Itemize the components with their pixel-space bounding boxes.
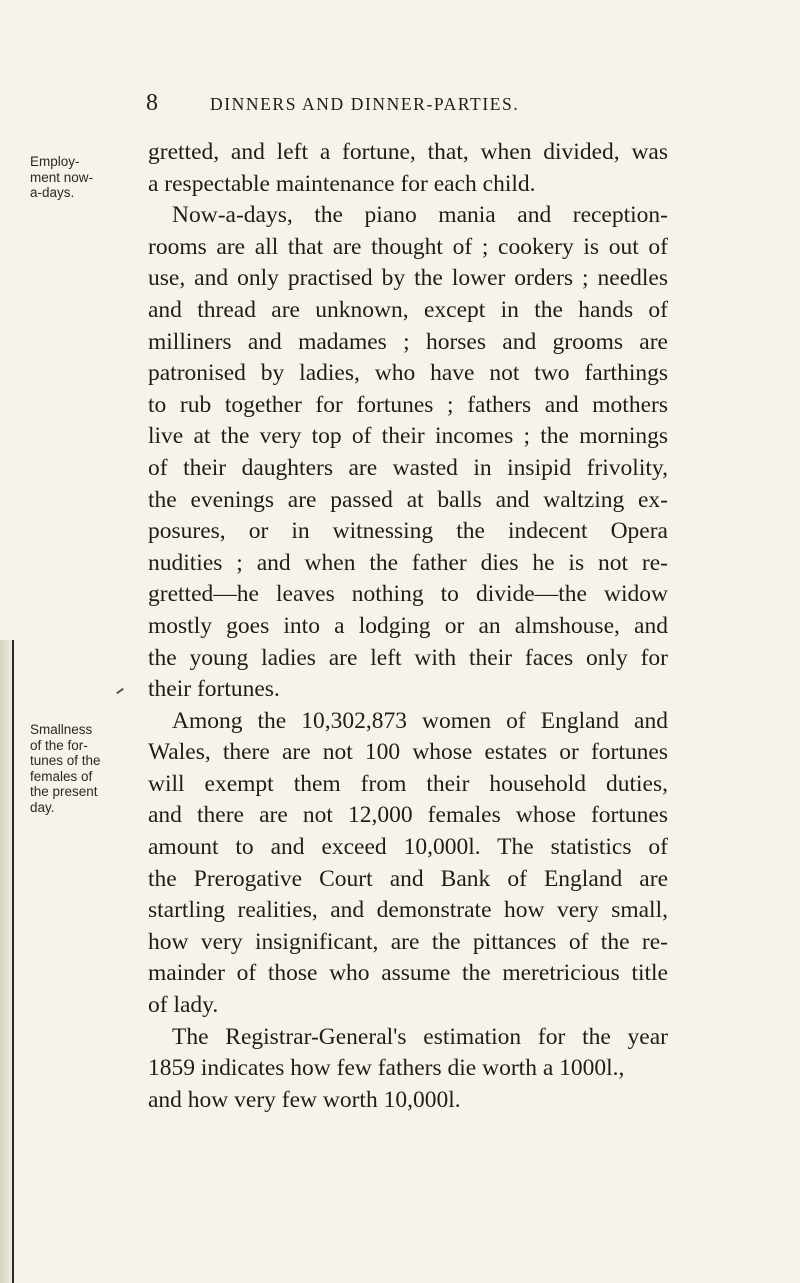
text-line: and thread are unknown, except in the hands of [148, 296, 668, 323]
text-line: gretted, and left a fortune, that, when divided, was [148, 139, 668, 165]
text-line: gretted—he leaves nothing to divide—the widow [148, 581, 668, 608]
page-number: 8 [146, 90, 158, 116]
sidenote-line: day. [30, 799, 55, 815]
sidenote-employment [30, 154, 93, 201]
text-line: 1859 indicates how few fathers die worth a 1000l., [148, 1055, 625, 1082]
text-line: Among the 10,302,873 women of England and [172, 707, 668, 734]
sidenote-line: a-days. [30, 185, 75, 200]
text-line: use, and only practised by the lower orders ; needles [148, 265, 668, 292]
text-line: milliners and madames ; horses and grooms are [148, 328, 668, 355]
pencil-mark [116, 688, 124, 694]
text-line: of lady. [148, 992, 219, 1019]
sidenote-line: ment now- [30, 169, 94, 185]
text-line: The Registrar-General's estimation for the year [172, 1023, 668, 1050]
text-line: nudities ; and when the father dies he is not re- [148, 549, 668, 576]
text-line: rooms are all that are thought of ; cookery is out of [148, 233, 668, 260]
text-line: the evenings are passed at balls and waltzing ex- [148, 486, 668, 513]
text-line: the Prerogative Court and Bank of England are [148, 865, 668, 892]
sidenote-line: Smallness [30, 722, 93, 737]
text-line: to rub together for fortunes ; fathers and mothers [148, 391, 668, 418]
sidenote-smallness [30, 722, 101, 815]
page-header [0, 90, 800, 120]
sidenote-line: tunes of the [30, 753, 101, 768]
text-line: startling realities, and demonstrate how very small, [148, 897, 668, 924]
text-line: mostly goes into a lodging or an almshouse, and [148, 612, 668, 639]
text-line: live at the very top of their incomes ; the mornings [148, 423, 668, 450]
sidenote-line: Employ- [30, 154, 80, 169]
text-line: patronised by ladies, who have not two farthings [148, 360, 668, 387]
text-line: will exempt them from their household duties, [148, 770, 668, 797]
sidenote-line: the present [30, 784, 98, 799]
page-binding-edge [0, 640, 14, 1283]
text-line: amount to and exceed 10,000l. The statistics of [148, 834, 668, 861]
text-line: Wales, there are not 100 whose estates or fortunes [148, 739, 668, 766]
text-line: the young ladies are left with their faces only for [148, 644, 668, 671]
sidenote-line: females of [30, 768, 93, 784]
text-line: mainder of those who assume the meretricious title [148, 960, 668, 987]
text-line: a respectable maintenance for each child. [148, 170, 536, 197]
text-line: and there are not 12,000 females whose fortunes [148, 802, 668, 829]
text-line: of their daughters are wasted in insipid frivolity, [148, 454, 668, 481]
text-line: and how very few worth 10,000l. [148, 1086, 461, 1113]
sidenote-line: of the for- [30, 737, 88, 753]
running-head: DINNERS AND DINNER-PARTIES. [210, 94, 520, 114]
text-line: Now-a-days, the piano mania and reception- [172, 202, 668, 229]
text-line: their fortunes. [148, 676, 280, 703]
text-line: how very insignificant, are the pittances of the re- [148, 928, 668, 955]
text-line: posures, or in witnessing the indecent Opera [148, 518, 668, 545]
body-text [148, 137, 668, 1116]
